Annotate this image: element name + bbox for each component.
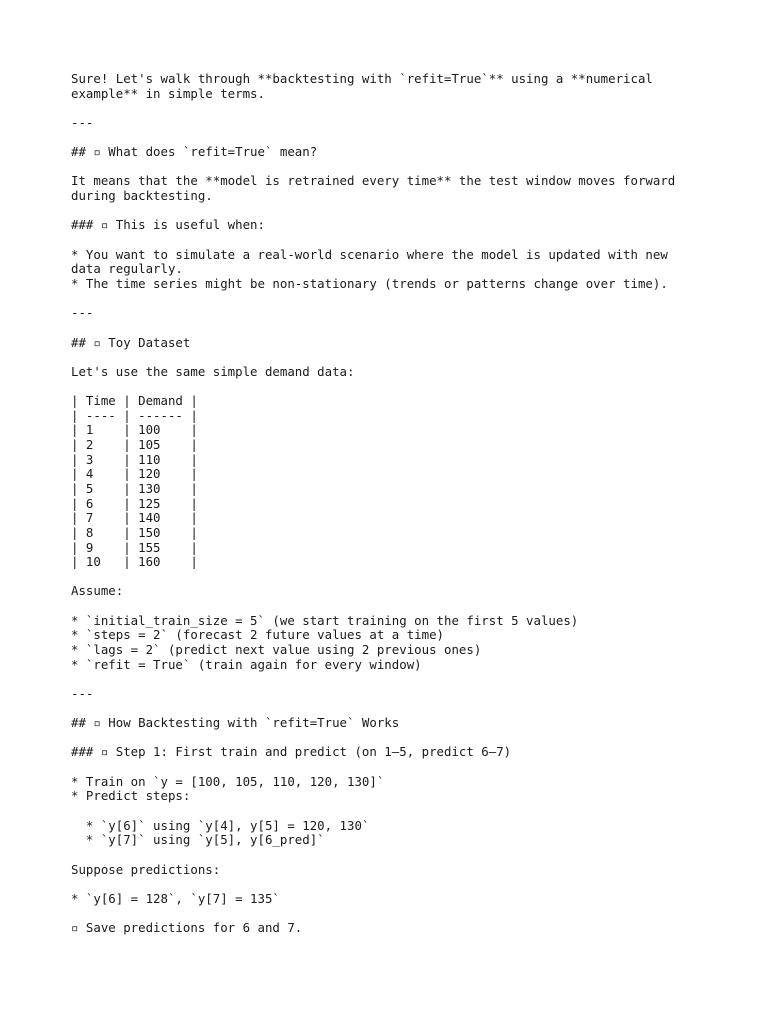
text-line: | 9 | 155 | — [71, 539, 198, 555]
text-line: * Predict steps: — [71, 788, 191, 804]
text-line: example** in simple terms. — [71, 85, 265, 101]
text-line: ## ▫ How Backtesting with `refit=True` Works — [71, 715, 400, 731]
blank-line — [71, 760, 731, 775]
text-line: | 7 | 140 | — [71, 510, 198, 526]
text-line: * `y[7]` using `y[5], y[6_pred]` — [71, 832, 325, 848]
blank-line — [71, 599, 731, 614]
blank-line — [71, 350, 731, 365]
blank-line — [71, 570, 731, 585]
blank-line — [71, 672, 731, 687]
text-line: Suppose predictions: — [71, 861, 221, 877]
text-line: ▫ Save predictions for 6 and 7. — [71, 920, 303, 936]
blank-line — [71, 379, 731, 394]
text-line: data regularly. — [71, 261, 183, 277]
blank-line — [71, 907, 731, 922]
blank-line — [71, 131, 731, 146]
text-line: --- — [71, 685, 94, 701]
blank-line — [71, 702, 731, 717]
text-line: ### ▫ This is useful when: — [71, 217, 265, 233]
text-line: ### ▫ Step 1: First train and predict (on 1–5, predict 6–7) — [71, 744, 512, 760]
text-line: | 10 | 160 | — [71, 554, 198, 570]
blank-line — [71, 877, 731, 892]
text-line: | 8 | 150 | — [71, 524, 198, 540]
text-line: | Time | Demand | — [71, 393, 198, 409]
text-line: --- — [71, 114, 94, 130]
text-line: * The time series might be non-stationary (trends or patterns change over time). — [71, 275, 668, 291]
text-line: | 3 | 110 | — [71, 451, 198, 467]
text-line: * `lags = 2` (predict next value using 2 previous ones) — [71, 641, 482, 657]
text-line: Sure! Let's walk through **backtesting with `refit=True`** using a **numerical — [71, 71, 653, 86]
text-line: | 1 | 100 | — [71, 422, 198, 438]
text-line: * Train on `y = [100, 105, 110, 120, 130]` — [71, 773, 385, 789]
text-line: | 2 | 105 | — [71, 437, 198, 453]
text-line: ## ▫ What does `refit=True` mean? — [71, 144, 318, 160]
blank-line — [71, 233, 731, 248]
text-line: during backtesting. — [71, 188, 213, 204]
blank-line — [71, 292, 731, 307]
text-line: Let's use the same simple demand data: — [71, 363, 355, 379]
text-line: * You want to simulate a real-world scenario where the model is updated with new — [71, 246, 668, 262]
blank-line — [71, 101, 731, 116]
text-line: * `y[6]` using `y[4], y[5] = 120, 130` — [71, 817, 370, 833]
text-line: | 6 | 125 | — [71, 495, 198, 511]
blank-line — [71, 321, 731, 336]
blank-line — [71, 204, 731, 219]
document-body — [71, 72, 731, 936]
text-line: ## ▫ Toy Dataset — [71, 334, 191, 350]
blank-line — [71, 848, 731, 863]
text-line: It means that the **model is retrained every time** the test window moves forward — [71, 173, 676, 189]
blank-line — [71, 731, 731, 746]
text-line: | 5 | 130 | — [71, 480, 198, 496]
text-line: | ---- | ------ | — [71, 407, 198, 423]
blank-line — [71, 160, 731, 175]
text-line: --- — [71, 305, 94, 321]
text-line: * `refit = True` (train again for every window) — [71, 656, 422, 672]
text-line: * `steps = 2` (forecast 2 future values at a time) — [71, 627, 444, 643]
blank-line — [71, 804, 731, 819]
text-line: * `initial_train_size = 5` (we start training on the first 5 values) — [71, 612, 579, 628]
text-line: | 4 | 120 | — [71, 466, 198, 482]
text-line: * `y[6] = 128`, `y[7] = 135` — [71, 890, 280, 906]
text-line: Assume: — [71, 583, 124, 599]
